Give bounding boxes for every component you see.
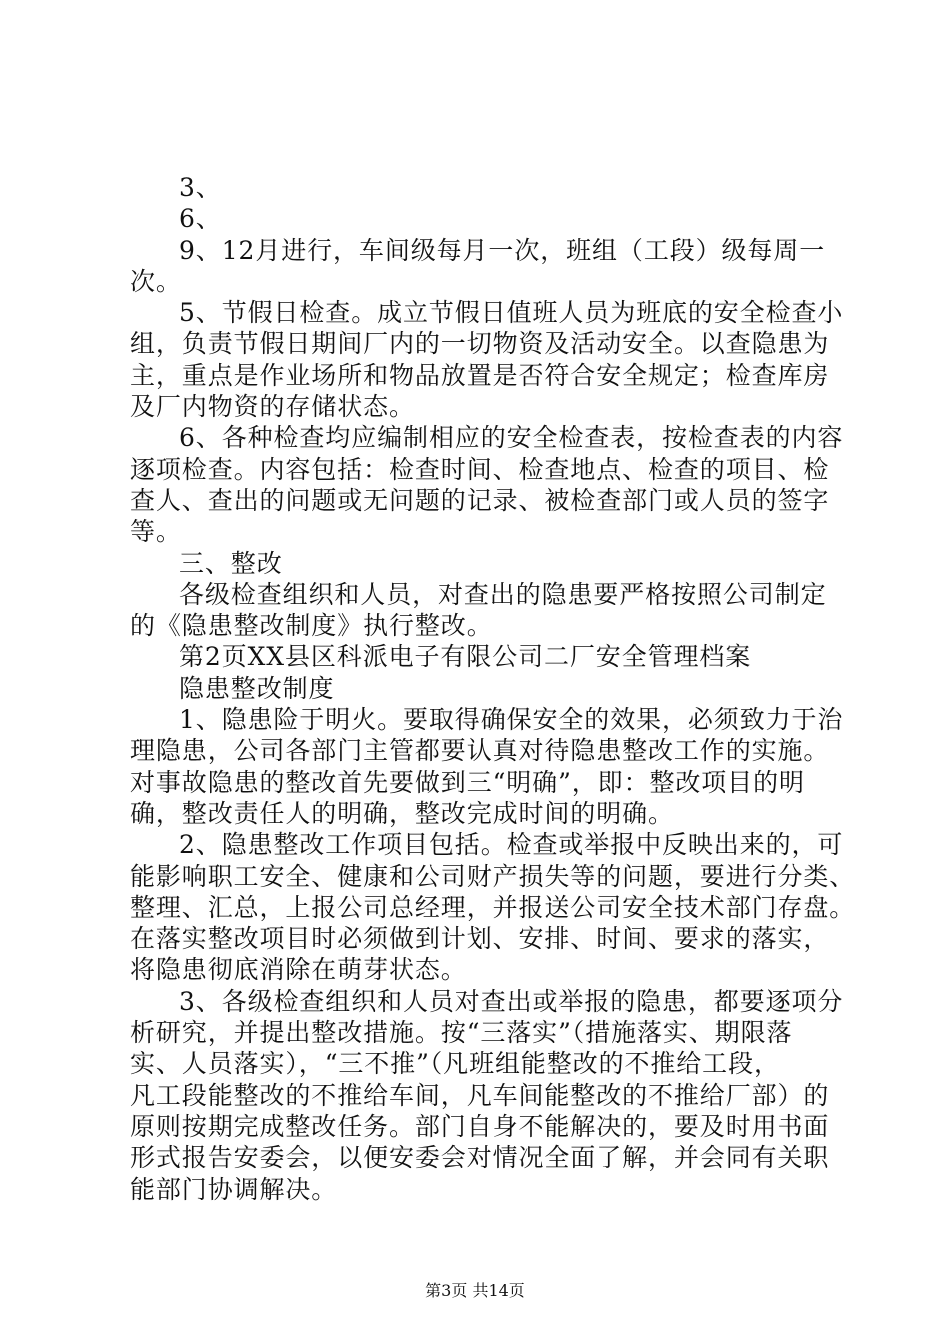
section-heading: 隐患整改制度 [179,673,335,703]
text-line: 的《隐患整改制度》执行整改。 [130,611,493,641]
text-line: 9、12月进行，车间级每月一次，班组（工段）级每周一 [179,235,826,265]
text-line: 5、节假日检查。成立节假日值班人员为班底的安全检查小 [179,298,844,328]
text-line: 能影响职工安全、健康和公司财产损失等的问题，要进行分类、 [130,861,856,891]
text-line: 3、 [179,173,222,202]
page-number-footer: 第3页 共14页 [425,1281,525,1300]
text-line: 原则按期完成整改任务。部门自身不能解决的，要及时用书面 [130,1111,830,1141]
text-line: 主，重点是作业场所和物品放置是否符合安全规定；检查库房 [130,360,830,390]
section-heading: 三、整改 [179,548,283,578]
document-body [130,172,856,1205]
text-line: 2、隐患整改工作项目包括。检查或举报中反映出来的，可 [179,830,844,860]
text-line: 将隐患彻底消除在萌芽状态。 [130,955,467,985]
text-line: 次。 [130,266,182,296]
text-line: 凡工段能整改的不推给车间，凡车间能整改的不推给厂部）的 [130,1080,830,1110]
text-line: 确，整改责任人的明确，整改完成时间的明确。 [130,798,674,828]
text-line: 理隐患，公司各部门主管都要认真对待隐患整改工作的实施。 [130,736,830,766]
text-line: 查人、查出的问题或无问题的记录、被检查部门或人员的签字 [130,485,830,515]
text-line: 析研究，并提出整改措施。按“三落实”（措施落实、期限落 [130,1018,793,1048]
text-line: 逐项检查。内容包括：检查时间、检查地点、检查的项目、检 [130,454,830,484]
page-header-line: 第2页XX县区科派电子有限公司二厂安全管理档案 [179,642,752,672]
text-line: 对事故隐患的整改首先要做到三“明确”，即：整改项目的明 [130,767,805,797]
text-line: 整理、汇总，上报公司总经理，并报送公司安全技术部门存盘。 [130,892,856,922]
text-line: 及厂内物资的存储状态。 [130,392,415,422]
text-line: 6、各种检查均应编制相应的安全检查表，按检查表的内容 [179,423,844,453]
text-line: 1、隐患险于明火。要取得确保安全的效果，必须致力于治 [179,705,844,735]
text-line: 3、各级检查组织和人员对查出或举报的隐患，都要逐项分 [179,986,844,1016]
text-line: 6、 [179,204,222,234]
text-line: 实、人员落实），“三不推”（凡班组能整改的不推给工段， [130,1049,780,1079]
text-line: 组，负责节假日期间厂内的一切物资及活动安全。以查隐患为 [130,329,830,359]
text-line: 能部门协调解决。 [130,1174,338,1204]
text-line: 等。 [130,517,182,547]
text-line: 在落实整改项目时必须做到计划、安排、时间、要求的落实， [130,924,830,954]
text-line: 形式报告安委会，以便安委会对情况全面了解，并会同有关职 [130,1143,830,1173]
text-line: 各级检查组织和人员，对查出的隐患要严格按照公司制定 [179,579,827,609]
